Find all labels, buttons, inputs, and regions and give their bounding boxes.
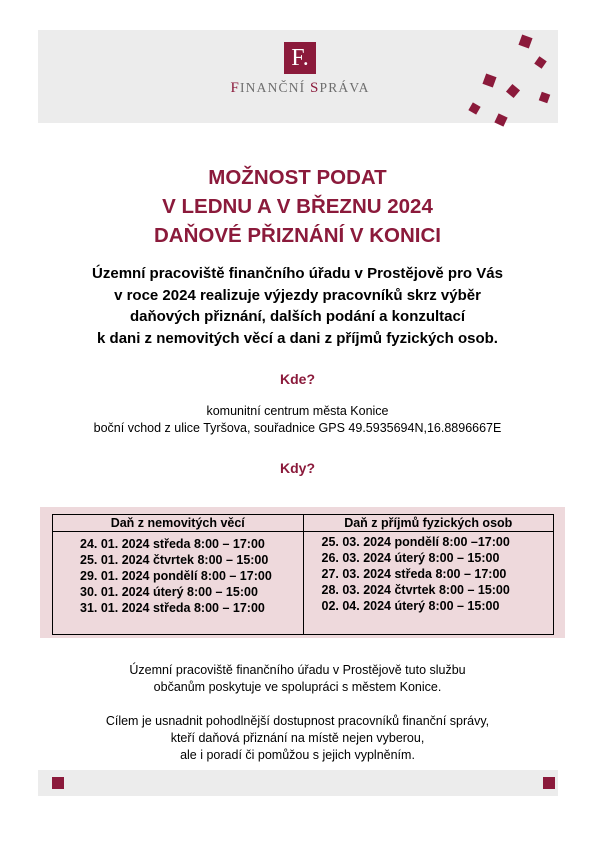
schedule-table bbox=[52, 514, 554, 635]
schedule-row: 02. 04. 2024 úterý 8:00 – 15:00 bbox=[321, 599, 500, 613]
schedule-column-property-tax bbox=[53, 515, 303, 634]
title-line: MOŽNOST PODAT bbox=[208, 166, 387, 189]
title-line: V LEDNU A V BŘEZNU 2024 bbox=[162, 195, 433, 218]
note-cooperation bbox=[0, 662, 595, 696]
schedule-column-income-tax bbox=[303, 515, 554, 634]
schedule-row: 27. 03. 2024 středa 8:00 – 17:00 bbox=[321, 567, 507, 581]
where-label: Kde? bbox=[280, 371, 315, 387]
logo-mark: F. bbox=[284, 42, 316, 74]
logo-word-1: INANČNÍ bbox=[239, 80, 306, 95]
column-header: Daň z nemovitých věcí bbox=[53, 515, 303, 532]
footer-band bbox=[38, 770, 558, 796]
schedule-row: 26. 03. 2024 úterý 8:00 – 15:00 bbox=[321, 551, 500, 565]
when-label: Kdy? bbox=[280, 460, 315, 476]
logo-word-2: PRÁVA bbox=[319, 80, 370, 95]
note-line: kteří daňová přiznání na místě nejen vyberou, bbox=[170, 731, 425, 745]
note-line: ale i poradí či pomůžou s jejich vyplněním. bbox=[180, 748, 415, 762]
where-line: komunitní centrum města Konice bbox=[206, 404, 389, 418]
title-line: DAŇOVÉ PŘIZNÁNÍ V KONICI bbox=[153, 224, 442, 247]
intro-paragraph bbox=[0, 263, 595, 349]
note-line: Územní pracoviště finančního úřadu v Prostějově tuto službu bbox=[129, 663, 466, 677]
footer-square-left bbox=[52, 777, 64, 789]
schedule-row: 30. 01. 2024 úterý 8:00 – 15:00 bbox=[80, 585, 258, 599]
schedule-row: 25. 03. 2024 pondělí 8:00 –17:00 bbox=[321, 535, 510, 549]
schedule-row: 28. 03. 2024 čtvrtek 8:00 – 15:00 bbox=[321, 583, 510, 597]
logo-text bbox=[202, 80, 398, 97]
where-details bbox=[0, 403, 595, 437]
schedule-row: 29. 01. 2024 pondělí 8:00 – 17:00 bbox=[80, 569, 272, 583]
footer-square-right bbox=[543, 777, 555, 789]
column-body bbox=[53, 532, 303, 616]
where-line: boční vchod z ulice Tyršova, souřadnice GPS 49.5935694N,16.8896667E bbox=[93, 421, 502, 435]
logo-initial-s: S bbox=[309, 80, 320, 96]
page-title bbox=[0, 163, 595, 250]
schedule-row: 31. 01. 2024 středa 8:00 – 17:00 bbox=[80, 601, 265, 615]
intro-line: Územní pracoviště finančního úřadu v Prostějově pro Vás bbox=[92, 265, 503, 282]
note-purpose bbox=[0, 713, 595, 764]
note-line: Cílem je usnadnit pohodlnější dostupnost pracovníků finanční správy, bbox=[105, 714, 490, 728]
note-line: občanům poskytuje ve spolupráci s městem Konice. bbox=[153, 680, 442, 694]
schedule-row: 25. 01. 2024 čtvrtek 8:00 – 15:00 bbox=[80, 553, 269, 567]
logo-initial-f: F bbox=[230, 80, 240, 96]
intro-line: daňových přiznání, dalších podání a konzultací bbox=[129, 308, 466, 325]
intro-line: v roce 2024 realizuje výjezdy pracovníků skrz výběr bbox=[114, 286, 481, 304]
intro-line: k dani z nemovitých věcí a dani z příjmů fyzických osob. bbox=[97, 329, 498, 347]
column-body bbox=[304, 532, 554, 614]
column-header: Daň z příjmů fyzických osob bbox=[304, 515, 554, 532]
schedule-row: 24. 01. 2024 středa 8:00 – 17:00 bbox=[80, 537, 265, 551]
